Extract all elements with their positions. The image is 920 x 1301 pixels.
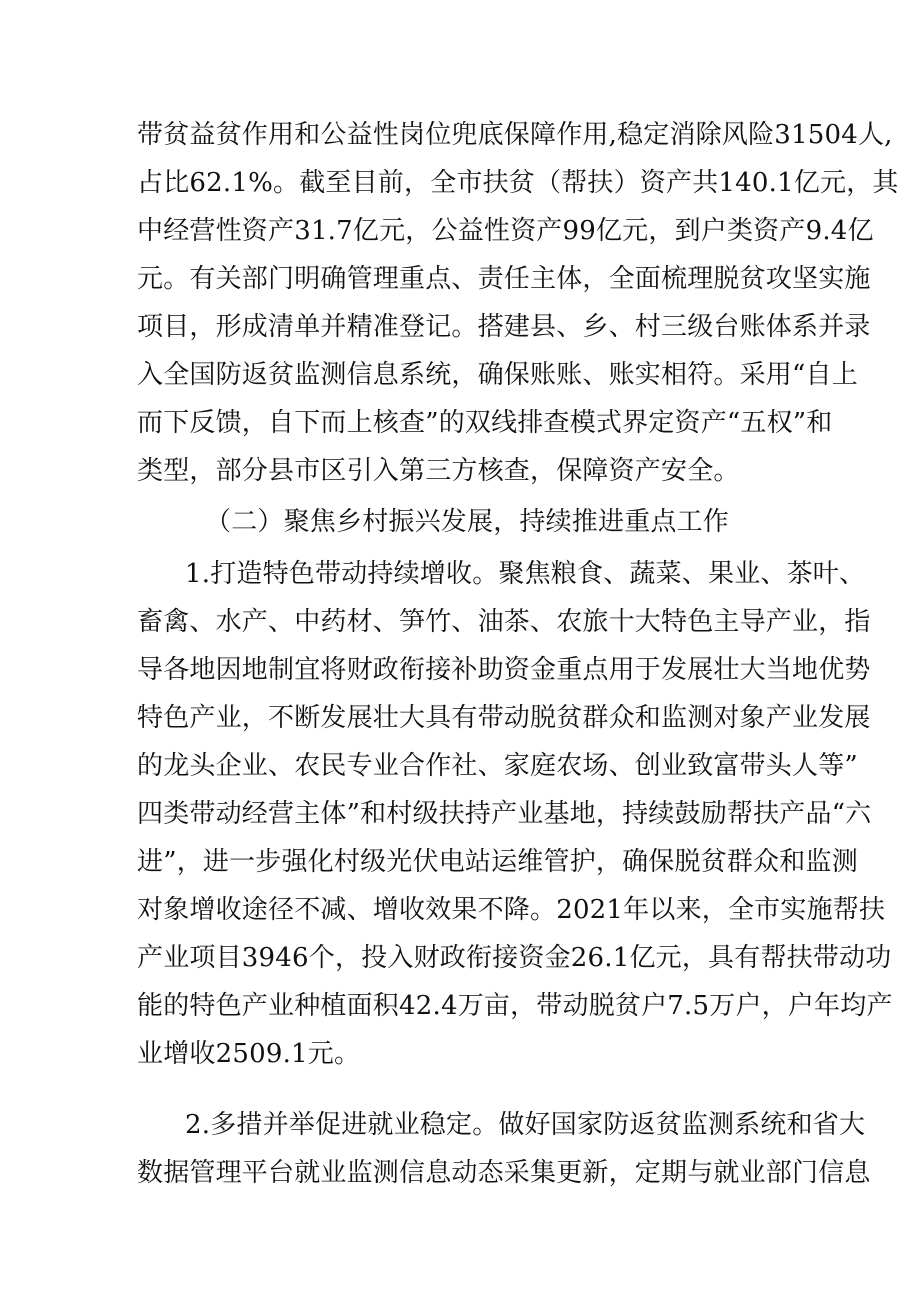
text-line: 四类带动经营主体”和村级扶持产业基地，持续鼓励帮扶产品“六 <box>137 799 872 829</box>
text-line: 而下反馈，自下而上核查”的双线排查模式界定资产“五权”和 <box>137 408 833 438</box>
text-line: 入全国防返贫监测信息系统，确保账账、账实相符。采用“自上 <box>137 360 858 390</box>
text-line: 业增收2509.1元。 <box>137 1039 361 1069</box>
text-line: 能的特色产业种植面积42.4万亩，带动脱贫户7.5万户，户年均产 <box>137 991 893 1021</box>
text-line: 导各地因地制宜将财政衔接补助资金重点用于发展壮大当地优势 <box>137 655 871 685</box>
text-line: 带贫益贫作用和公益性岗位兜底保障作用,稳定消除风险31504人, <box>137 120 893 150</box>
text-line: 中经营性资产31.7亿元，公益性资产99亿元，到户类资产9.4亿 <box>137 216 874 246</box>
text-line: 占比62.1%。截至目前，全市扶贫（帮扶）资产共140.1亿元，其 <box>137 168 899 198</box>
section-heading: （二）聚焦乡村振兴发展，持续推进重点工作 <box>205 507 730 537</box>
text-line: 进”，进一步强化村级光伏电站运维管护，确保脱贫群众和监测 <box>137 847 858 877</box>
text-line: 畜禽、水产、中药材、笋竹、油茶、农旅十大特色主导产业，指 <box>137 607 871 637</box>
paragraph-start-line: 1.打造特色带动持续增收。聚焦粮食、蔬菜、果业、茶叶、 <box>185 559 866 589</box>
text-line: 元。有关部门明确管理重点、责任主体，全面梳理脱贫攻坚实施 <box>137 264 871 294</box>
text-line: 类型，部分县市区引入第三方核查，保障资产安全。 <box>137 456 740 486</box>
text-line: 的龙头企业、农民专业合作社、家庭农场、创业致富带头人等” <box>137 751 858 781</box>
text-line: 产业项目3946个，投入财政衔接资金26.1亿元，具有帮扶带动功 <box>137 943 892 973</box>
text-line: 数据管理平台就业监测信息动态采集更新，定期与就业部门信息 <box>137 1158 871 1188</box>
text-line: 项目，形成清单并精准登记。搭建县、乡、村三级台账体系并录 <box>137 312 871 342</box>
text-line: 对象增收途径不减、增收效果不降。2021年以来，全市实施帮扶 <box>137 895 886 925</box>
text-line: 特色产业，不断发展壮大具有带动脱贫群众和监测对象产业发展 <box>137 703 871 733</box>
paragraph-start-line: 2.多措并举促进就业稳定。做好国家防返贫监测系统和省大 <box>185 1110 866 1140</box>
